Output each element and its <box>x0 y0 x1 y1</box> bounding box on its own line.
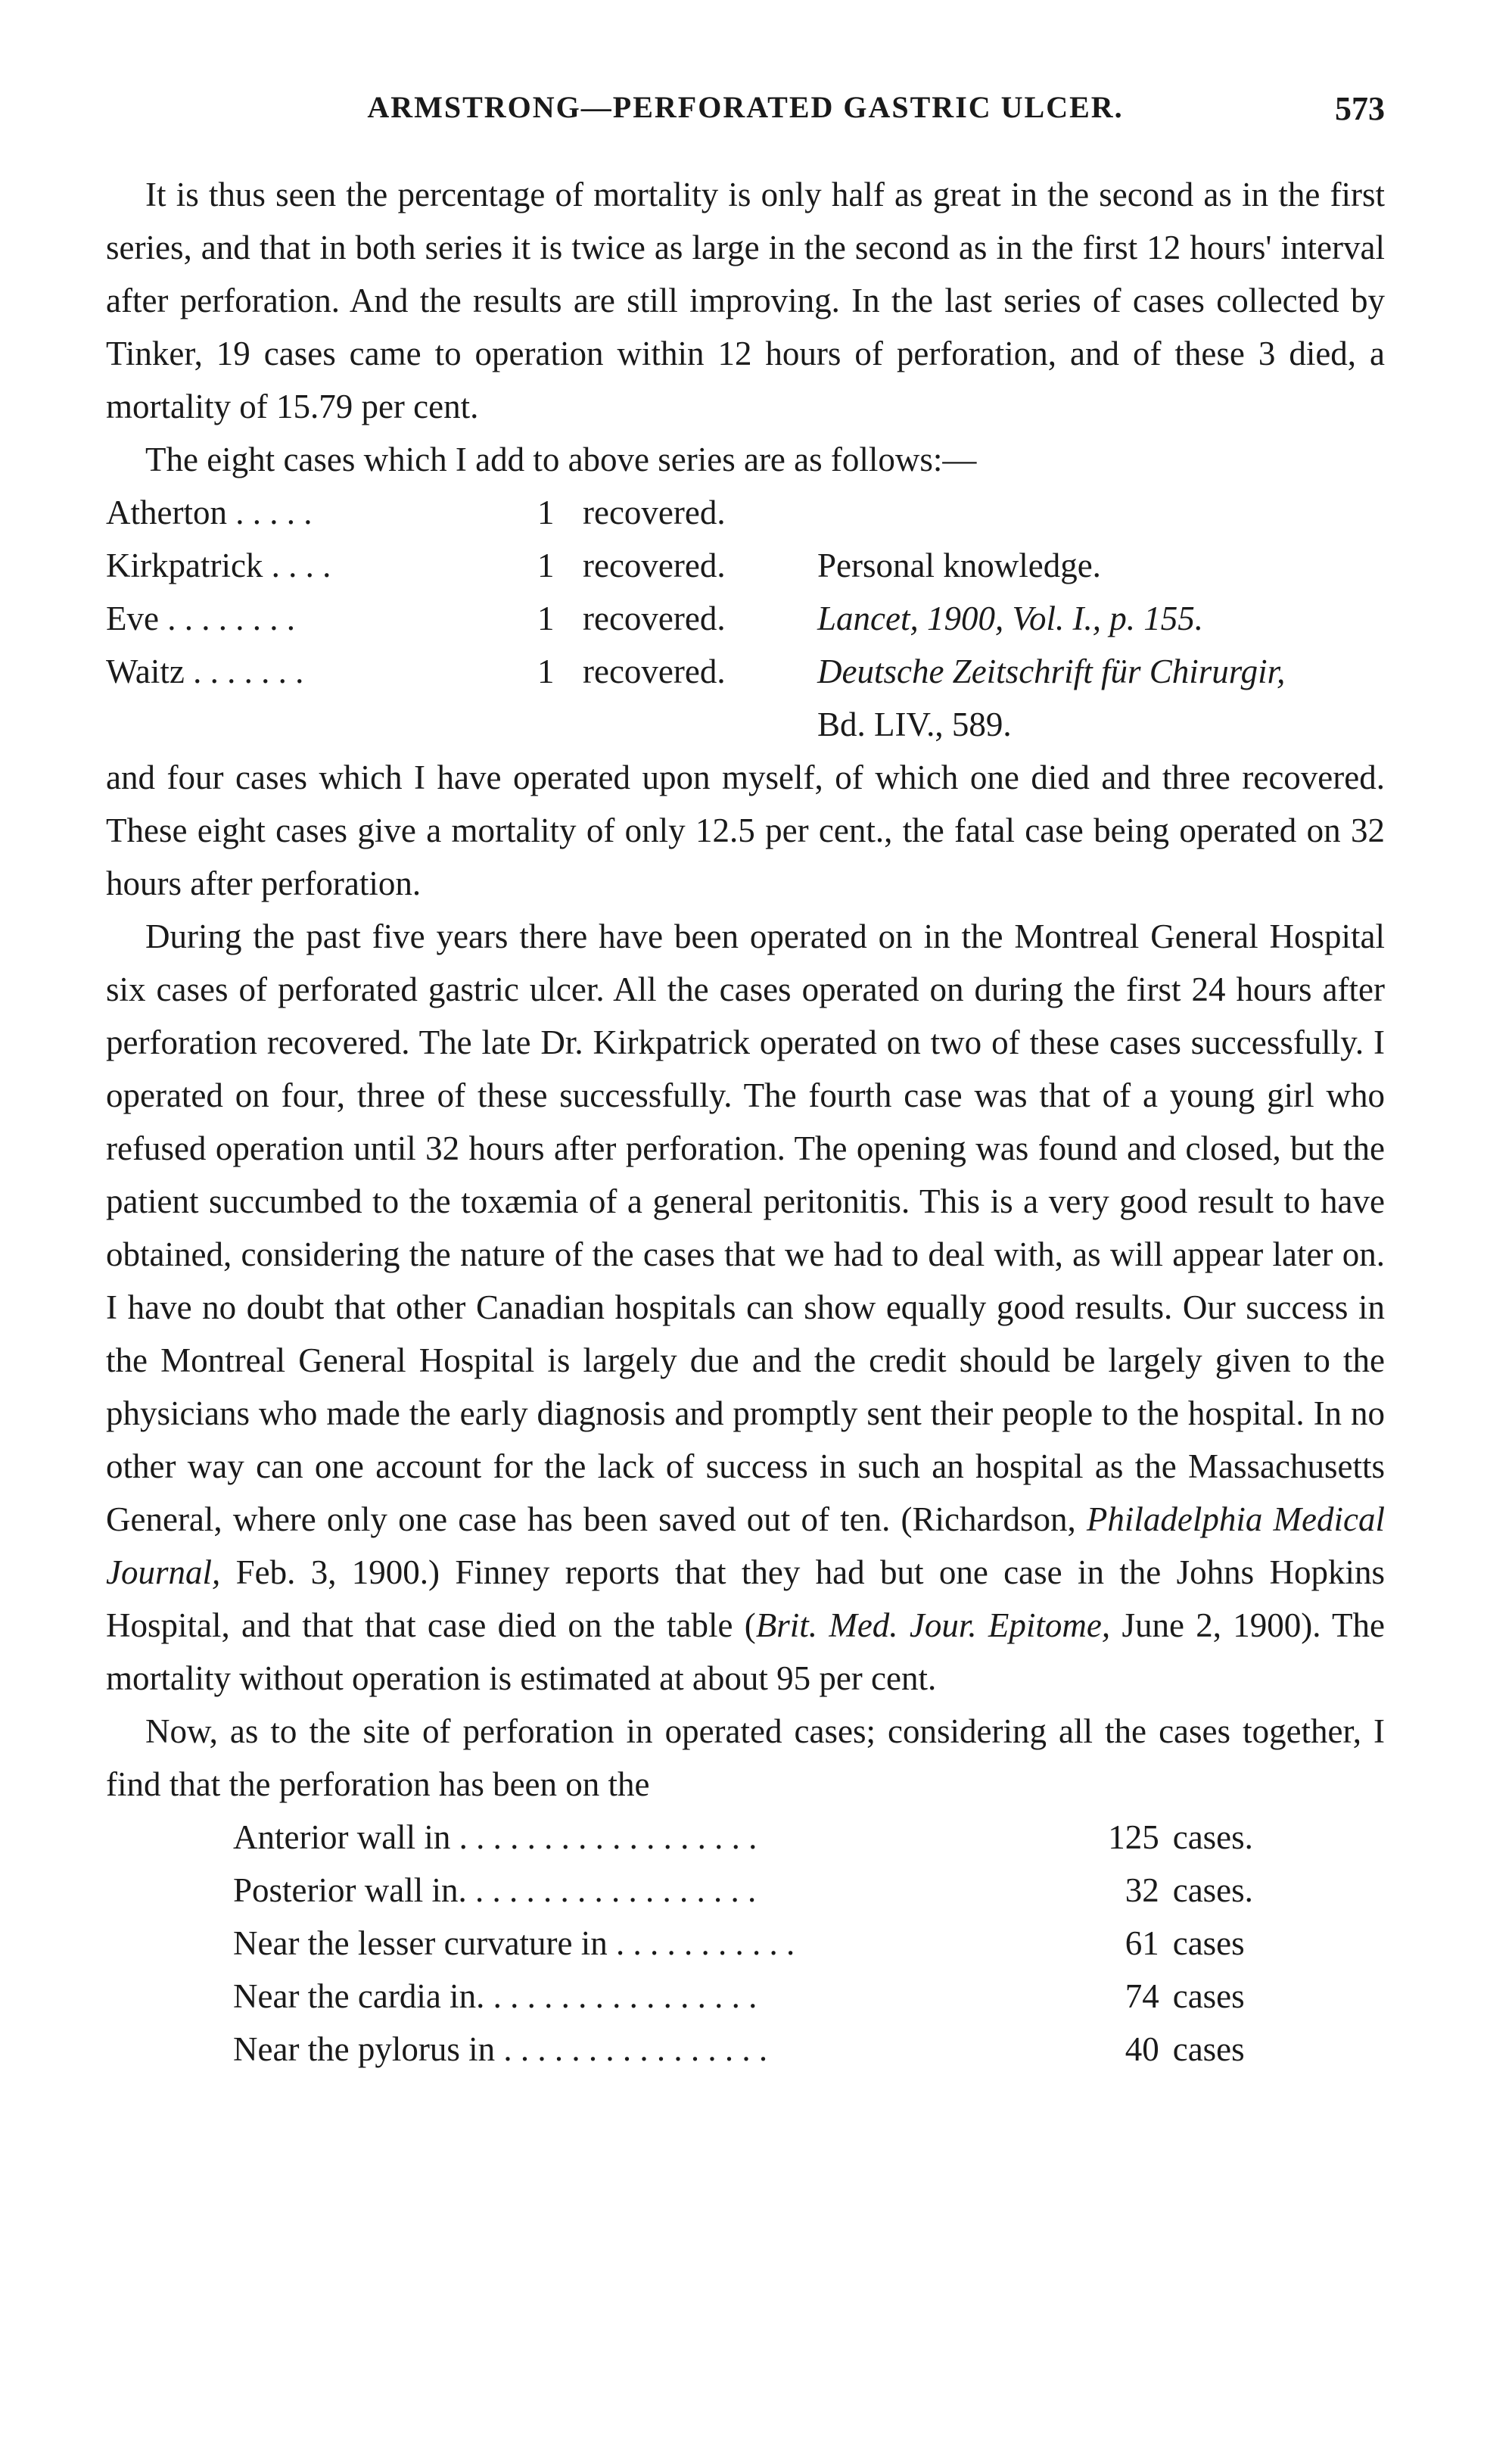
site-count: 61 <box>1125 1924 1159 1962</box>
case-count: 1 <box>537 653 555 690</box>
journal-citation: Philadelphia Medical Journal, <box>106 1500 1385 1591</box>
case-row <box>106 486 1385 539</box>
case-outcome <box>583 698 817 751</box>
case-row <box>106 539 1385 592</box>
case-name: Kirkpatrick . . . . <box>106 547 331 584</box>
case-list <box>106 486 1385 751</box>
case-name: Atherton . . . . . <box>106 494 313 531</box>
case-name: Waitz . . . . . . . <box>106 653 304 690</box>
page-number: 573 <box>1335 90 1385 127</box>
site-count: 74 <box>1125 1977 1159 2015</box>
case-reference: Deutsche Zeitschrift für Chirurgir, <box>817 653 1286 690</box>
site-row <box>233 1970 1270 2023</box>
site-label: Near the pylorus in . . . . . . . . . . . . . . . . <box>233 2030 768 2068</box>
case-count: 1 <box>537 494 555 531</box>
site-count: 125 <box>1108 1818 1159 1856</box>
site-row <box>233 1811 1270 1864</box>
journal-citation: Brit. Med. Jour. Epitome, <box>755 1606 1111 1644</box>
text-run: June 2, 1900). The mortality without operation is estimated at about 95 per cent. <box>106 1606 1385 1697</box>
site-row <box>233 1917 1270 1970</box>
site-row <box>233 1864 1270 1917</box>
case-reference <box>817 486 1385 539</box>
site-unit: cases <box>1172 2030 1245 2068</box>
site-label: Posterior wall in. . . . . . . . . . . . . . . . . . <box>233 1871 757 1909</box>
page-header <box>106 89 1385 135</box>
case-row <box>106 645 1385 698</box>
site-label: Near the lesser curvature in . . . . . . . . . . . <box>233 1924 795 1962</box>
case-row <box>106 698 1385 751</box>
paragraph-eight-cases-intro: The eight cases which I add to above series are as follows:— <box>145 441 977 478</box>
case-count: 1 <box>537 547 555 584</box>
case-reference: Lancet, 1900, Vol. I., p. 155. <box>817 600 1203 637</box>
site-unit: cases. <box>1172 1818 1253 1856</box>
case-name <box>106 698 537 751</box>
case-name: Eve . . . . . . . . <box>106 600 295 637</box>
case-reference: Bd. LIV., 589. <box>817 706 1012 743</box>
site-label: Anterior wall in . . . . . . . . . . . . . . . . . . <box>233 1818 757 1856</box>
body-text <box>106 168 1385 2076</box>
site-count: 32 <box>1125 1871 1159 1909</box>
running-title: ARMSTRONG—PERFORATED GASTRIC ULCER. <box>367 90 1124 124</box>
paragraph-site-intro: Now, as to the site of perforation in operated cases; considering all the cases together, I find that the perforation has been on the <box>106 1712 1385 1803</box>
site-unit: cases <box>1172 1924 1245 1962</box>
case-outcome: recovered. <box>583 547 726 584</box>
site-row <box>233 2023 1270 2076</box>
case-reference: Personal knowledge. <box>817 547 1101 584</box>
site-unit: cases <box>1172 1977 1245 2015</box>
site-label: Near the cardia in. . . . . . . . . . . . . . . . . <box>233 1977 757 2015</box>
text-run: During the past five years there have been operated on in the Montreal General Hospital six cases of perforated gastric ulcer. All the cases operated on during the first 24 hours after perforation recovered. The late Dr. Kirkpatrick operated on two of these cases successfully. I operated on four, three of these successfully. The fourth case was that of a young girl who refused operation until 32 hours after perforation. The opening was found and closed, but the patient succumbed to the toxæmia of a general peritonitis. This is a very good result to have obtained, considering the nature of the cases that we had to deal with, as will appear later on. I have no doubt that other Canadian hospitals can show equally good results. Our success in the Montreal General Hospital is largely due and the credit should be largely given to the physicians who made the early diagnosis and promptly sent their people to the hospital. In no other way can one account for the lack of success in such an hospital as the Massachusetts General, where only one case has been saved out of ten. (Richardson, <box>106 917 1385 1538</box>
case-outcome: recovered. <box>583 494 726 531</box>
case-row <box>106 592 1385 645</box>
paragraph-montreal-results <box>106 910 1385 1705</box>
case-outcome: recovered. <box>583 653 726 690</box>
text-run: Feb. 3, 1900.) Finney reports that they had but one case in the Johns Hopkins Hospital, and that that case died on the table ( <box>106 1553 1385 1644</box>
case-count <box>537 698 583 751</box>
site-unit: cases. <box>1172 1871 1253 1909</box>
case-outcome: recovered. <box>583 600 726 637</box>
site-count: 40 <box>1125 2030 1159 2068</box>
paragraph-mortality-comparison: It is thus seen the percentage of mortality is only half as great in the second as in the first series, and that in both series it is twice as large in the second as in the first 12 hours' interval after perforation. And the results are still improving. In the last series of cases collected by Tinker, 19 cases came to operation within 12 hours of perforation, and of these 3 died, a mortality of 15.79 per cent. <box>106 176 1385 425</box>
perforation-site-table <box>233 1811 1270 2076</box>
case-count: 1 <box>537 600 555 637</box>
paragraph-own-cases: and four cases which I have operated upon myself, of which one died and three recovered. These eight cases give a mortality of only 12.5 per cent., the fatal case being operated on 32 hours after perforation. <box>106 759 1385 902</box>
